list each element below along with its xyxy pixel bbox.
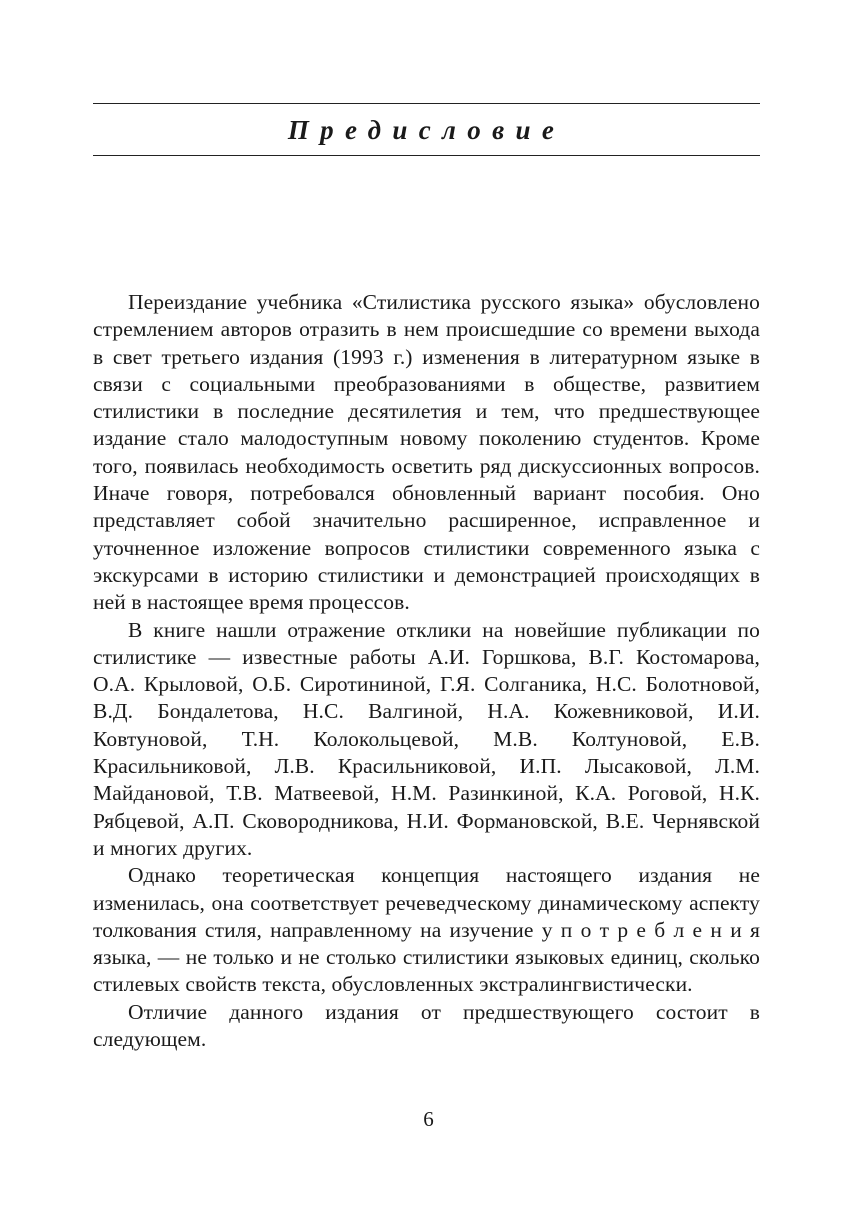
page-title: Предисловие: [287, 115, 566, 145]
heading-top-rule: [93, 103, 760, 104]
paragraph: Однако теоретическая концепция настоящего издания не изменилась, она соответствует речеведческому динамическому аспекту толкования стиля, направленному на изучение у п о т р е б л е н и я языка, — не только и не столько стилистики языковых единиц, сколько стилевых свойств текста, обусловленных экстралингвистически.: [93, 863, 760, 997]
paragraph: Отличие данного издания от предшествующего состоит в следующем.: [93, 999, 760, 1052]
body-text: [93, 289, 760, 1053]
heading-bottom-rule: [93, 155, 760, 156]
page-number: 6: [423, 1107, 434, 1131]
paragraph: В книге нашли отражение отклики на новейшие публикации по стилистике — известные работы А.И. Горшкова, В.Г. Костомарова, О.А. Крыловой, О.Б. Сиротининой, Г.Я. Солганика, Н.С. Болотновой, В.Д. Бондалетова, Н.С. Валгиной, Н.А. Кожевниковой, И.И. Ковтуновой, Т.Н. Колокольцевой, М.В. Колтуновой, Е.В. Красильниковой, Л.В. Красильниковой, И.П. Лысаковой, Л.М. Майдановой, Т.В. Матвеевой, Н.М. Разинкиной, К.А. Роговой, Н.К. Рябцевой, А.П. Сковородникова, Н.И. Формановской, В.Е. Чернявской и многих других.: [93, 617, 760, 860]
paragraph: Переиздание учебника «Стилистика русского языка» обусловлено стремлением авторов отразить в нем происшедшие со времени выхода в свет третьего издания (1993 г.) изменения в литературном языке в связи с социальными преобразованиями в обществе, развитием стилистики в последние десятилетия и тем, что предшествующее издание стало малодоступным новому поколению студентов. Кроме того, появилась необходимость осветить ряд дискуссионных вопросов. Иначе говоря, потребовался обновленный вариант пособия. Оно представляет собой значительно расширенное, исправленное и уточненное изложение вопросов стилистики современного языка с экскурсами в историю стилистики и демонстрацией происходящих в ней в настоящее время процессов.: [93, 290, 760, 615]
